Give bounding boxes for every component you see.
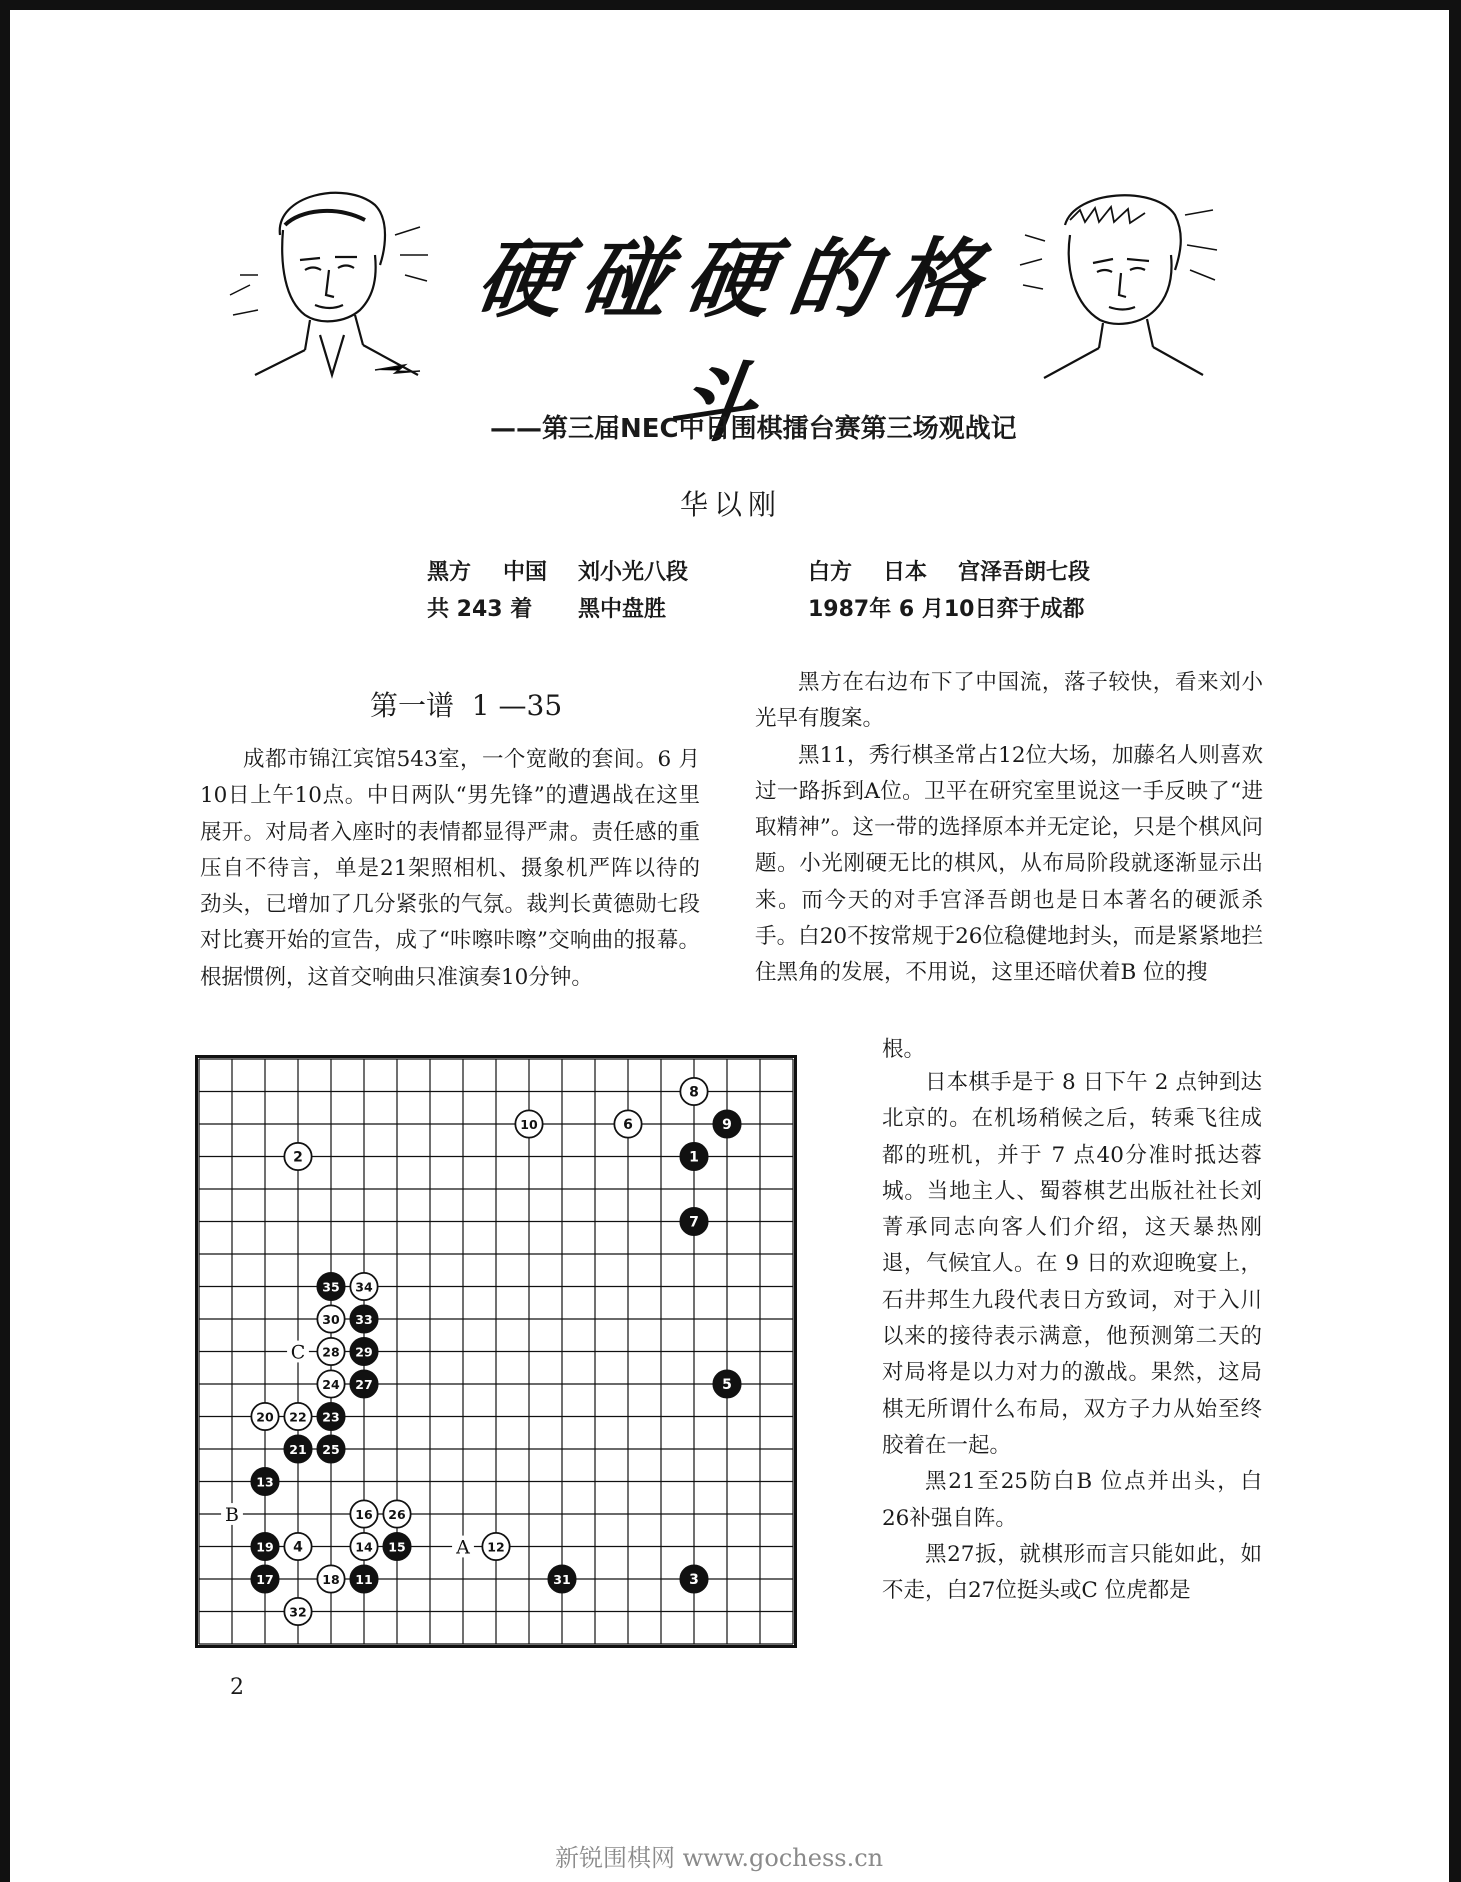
paragraph: 黑方在右边布下了中国流，落子较快，看来刘小光早有腹案。 (755, 670, 1263, 732)
stone-move-number: 13 (256, 1474, 274, 1490)
stone-move-number: 33 (355, 1312, 373, 1327)
stone-move-number: 7 (689, 1214, 699, 1231)
stone-move-number: 9 (722, 1117, 732, 1133)
page-frame-right (1449, 0, 1461, 1882)
black-player: 刘小光八段 (578, 560, 689, 585)
stone-move-number: 21 (289, 1442, 307, 1457)
stone-move-number: 29 (355, 1344, 373, 1360)
black-label: 黑方 (427, 560, 472, 585)
article-subtitle: ——第三届NEC中日围棋擂台赛第三场观战记 (490, 414, 1017, 444)
stone-move-number: 23 (322, 1409, 340, 1425)
paragraph: 黑11，秀行棋圣常占12位大场，加藤名人则喜欢过一路拆到A位。卫平在研究室里说这一手反映了“进取精神”。这一带的选择原本并无定论，只是个棋风问题。小光刚硬无比的棋风，从布局阶段就逐渐显示出来。而今天的对手宫泽吾朗也是日本著名的硬派杀手。白20不按常规于26位稳健地封头，而是紧紧地拦住黑角的发展，不用说，这里还暗伏着B 位的搜 (755, 742, 1263, 986)
stone-move-number: 35 (322, 1279, 340, 1295)
portrait-right-illustration (1015, 175, 1225, 385)
go-board-diagram (195, 1055, 797, 1648)
stone-move-number: 4 (293, 1539, 303, 1556)
stone-move-number: 31 (553, 1572, 571, 1587)
author-name: 华以刚 (680, 488, 783, 521)
stone-move-number: 27 (355, 1377, 373, 1392)
stone-move-number: 16 (355, 1507, 373, 1522)
page-frame-left (0, 0, 10, 1882)
stone-move-number: 30 (322, 1312, 340, 1327)
stone-move-number: 14 (355, 1539, 373, 1555)
stone-move-number: 26 (388, 1507, 406, 1522)
right-column-bottom-text (882, 1065, 1262, 1609)
stone-move-number: 22 (289, 1409, 307, 1425)
white-label: 白方 (808, 560, 853, 585)
stone-move-number: 28 (322, 1344, 340, 1360)
stone-move-number: 15 (388, 1539, 406, 1555)
move-count: 共 243 着 (427, 597, 533, 622)
stone-move-number: 18 (322, 1572, 340, 1587)
diagram-heading: 第一谱 1 —35 (370, 689, 563, 722)
stone-move-number: 3 (689, 1572, 699, 1588)
portrait-left-illustration (225, 175, 445, 385)
paragraph: 成都市锦江宾馆543室，一个宽敞的套间。6 月10日上午10点。中日两队“男先锋”的遭遇战在这里展开。对局者入座时的表情都显得严肃。责任感的重压自不待言，单是21架照相机、摄象机严阵以待的劲头，已增加了几分紧张的气氛。裁判长黄德勋七段对比赛开始的宣告，成了“咔嚓咔嚓”交响曲的报幕。根据惯例，这首交响曲只准演奏10分钟。 (200, 747, 700, 990)
white-country: 日本 (883, 560, 928, 585)
right-column-top-text (755, 665, 1263, 992)
stone-move-number: 6 (623, 1117, 633, 1133)
stone-move-number: 10 (520, 1117, 538, 1132)
stone-move-number: 11 (355, 1572, 373, 1587)
stone-move-number: 19 (256, 1539, 274, 1555)
left-column-text (200, 742, 700, 996)
stone-move-number: 1 (689, 1149, 699, 1166)
article-title: 硬碰硬的格斗 (470, 229, 1005, 454)
game-date-place: 1987年 6 月10日弈于成都 (808, 597, 1085, 622)
site-watermark: 新锐围棋网 www.gochess.cn (555, 1844, 884, 1872)
stone-move-number: 32 (289, 1604, 307, 1620)
stone-move-number: 8 (689, 1084, 699, 1101)
board-marker-c: C (290, 1341, 306, 1364)
page-number: 2 (230, 1675, 244, 1700)
board-marker-b: B (225, 1504, 239, 1526)
white-player: 宫泽吾朗七段 (958, 560, 1091, 585)
paragraph: 日本棋手是于 8 日下午 2 点钟到达北京的。在机场稍候之后，转乘飞往成都的班机，并于 7 点40分准时抵达蓉城。当地主人、蜀蓉棋艺出版社社长刘菁承同志向客人们介绍，这天暴热刚退，气候宜人。在 9 日的欢迎晚宴上，石井邦生九段代表日方致词，对于入川以来的接待表示满意，他预测第二天的对局将是以力对力的激战。果然，这局棋无所谓什么布局，双方子力从始至终胶着在一起。 (882, 1070, 1262, 1458)
stone-move-number: 2 (293, 1149, 303, 1166)
stone-move-number: 34 (355, 1279, 373, 1295)
paragraph: 黑21至25防白B 位点并出头，白26补强自阵。 (882, 1469, 1262, 1531)
stone-move-number: 25 (322, 1442, 340, 1457)
stone-move-number: 12 (487, 1539, 505, 1555)
stone-move-number: 17 (256, 1572, 274, 1587)
page-frame-top (0, 0, 1461, 10)
stone-move-number: 24 (322, 1377, 340, 1392)
paragraph-continuation: 根。 (882, 1037, 926, 1062)
board-marker-a: A (456, 1536, 470, 1559)
stone-move-number: 5 (722, 1377, 732, 1393)
game-result: 黑中盘胜 (578, 597, 667, 622)
paragraph: 黑27扳，就棋形而言只能如此，如不走，白27位挺头或C 位虎都是 (882, 1541, 1262, 1604)
stone-move-number: 20 (256, 1409, 274, 1425)
black-country: 中国 (503, 560, 548, 585)
